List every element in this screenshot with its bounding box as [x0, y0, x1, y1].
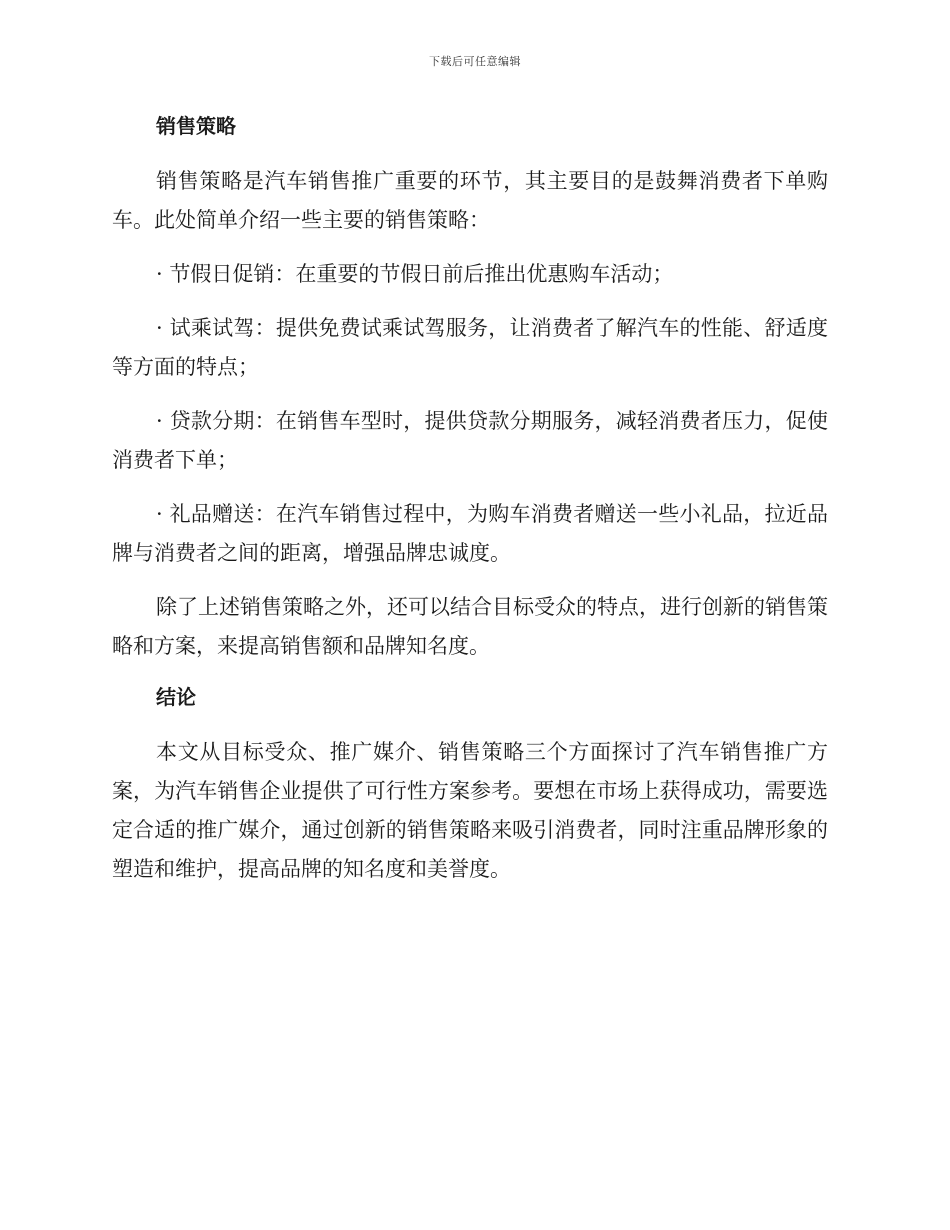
section-sales-strategy [112, 110, 828, 666]
section-heading: 结论 [156, 685, 196, 709]
header-note: 下载后可任意编辑 [429, 55, 521, 68]
document-body [112, 110, 828, 904]
paragraph: 除了上述销售策略之外，还可以结合目标受众的特点，进行创新的销售策略和方案，来提高销售额和品牌知名度。 [112, 595, 828, 658]
bullet-item: · 贷款分期：在销售车型时，提供贷款分期服务，减轻消费者压力，促使消费者下单； [112, 409, 828, 472]
bullet-item: · 节假日促销：在重要的节假日前后推出优惠购车活动； [156, 262, 674, 286]
section-heading: 销售策略 [156, 114, 236, 138]
paragraph: 销售策略是汽车销售推广重要的环节，其主要目的是鼓舞消费者下单购车。此处简单介绍一些主要的销售策略： [112, 169, 828, 232]
bullet-item: · 礼品赠送：在汽车销售过程中，为购车消费者赠送一些小礼品，拉近品牌与消费者之间的距离，增强品牌忠诚度。 [112, 502, 828, 565]
paragraph: 本文从目标受众、推广媒介、销售策略三个方面探讨了汽车销售推广方案，为汽车销售企业提供了可行性方案参考。要想在市场上获得成功，需要选定合适的推广媒介，通过创新的销售策略来吸引消费者，同时注重品牌形象的塑造和维护，提高品牌的知名度和美誉度。 [112, 740, 828, 881]
section-conclusion [112, 681, 828, 889]
bullet-item: · 试乘试驾：提供免费试乘试驾服务，让消费者了解汽车的性能、舒适度等方面的特点； [112, 316, 828, 379]
